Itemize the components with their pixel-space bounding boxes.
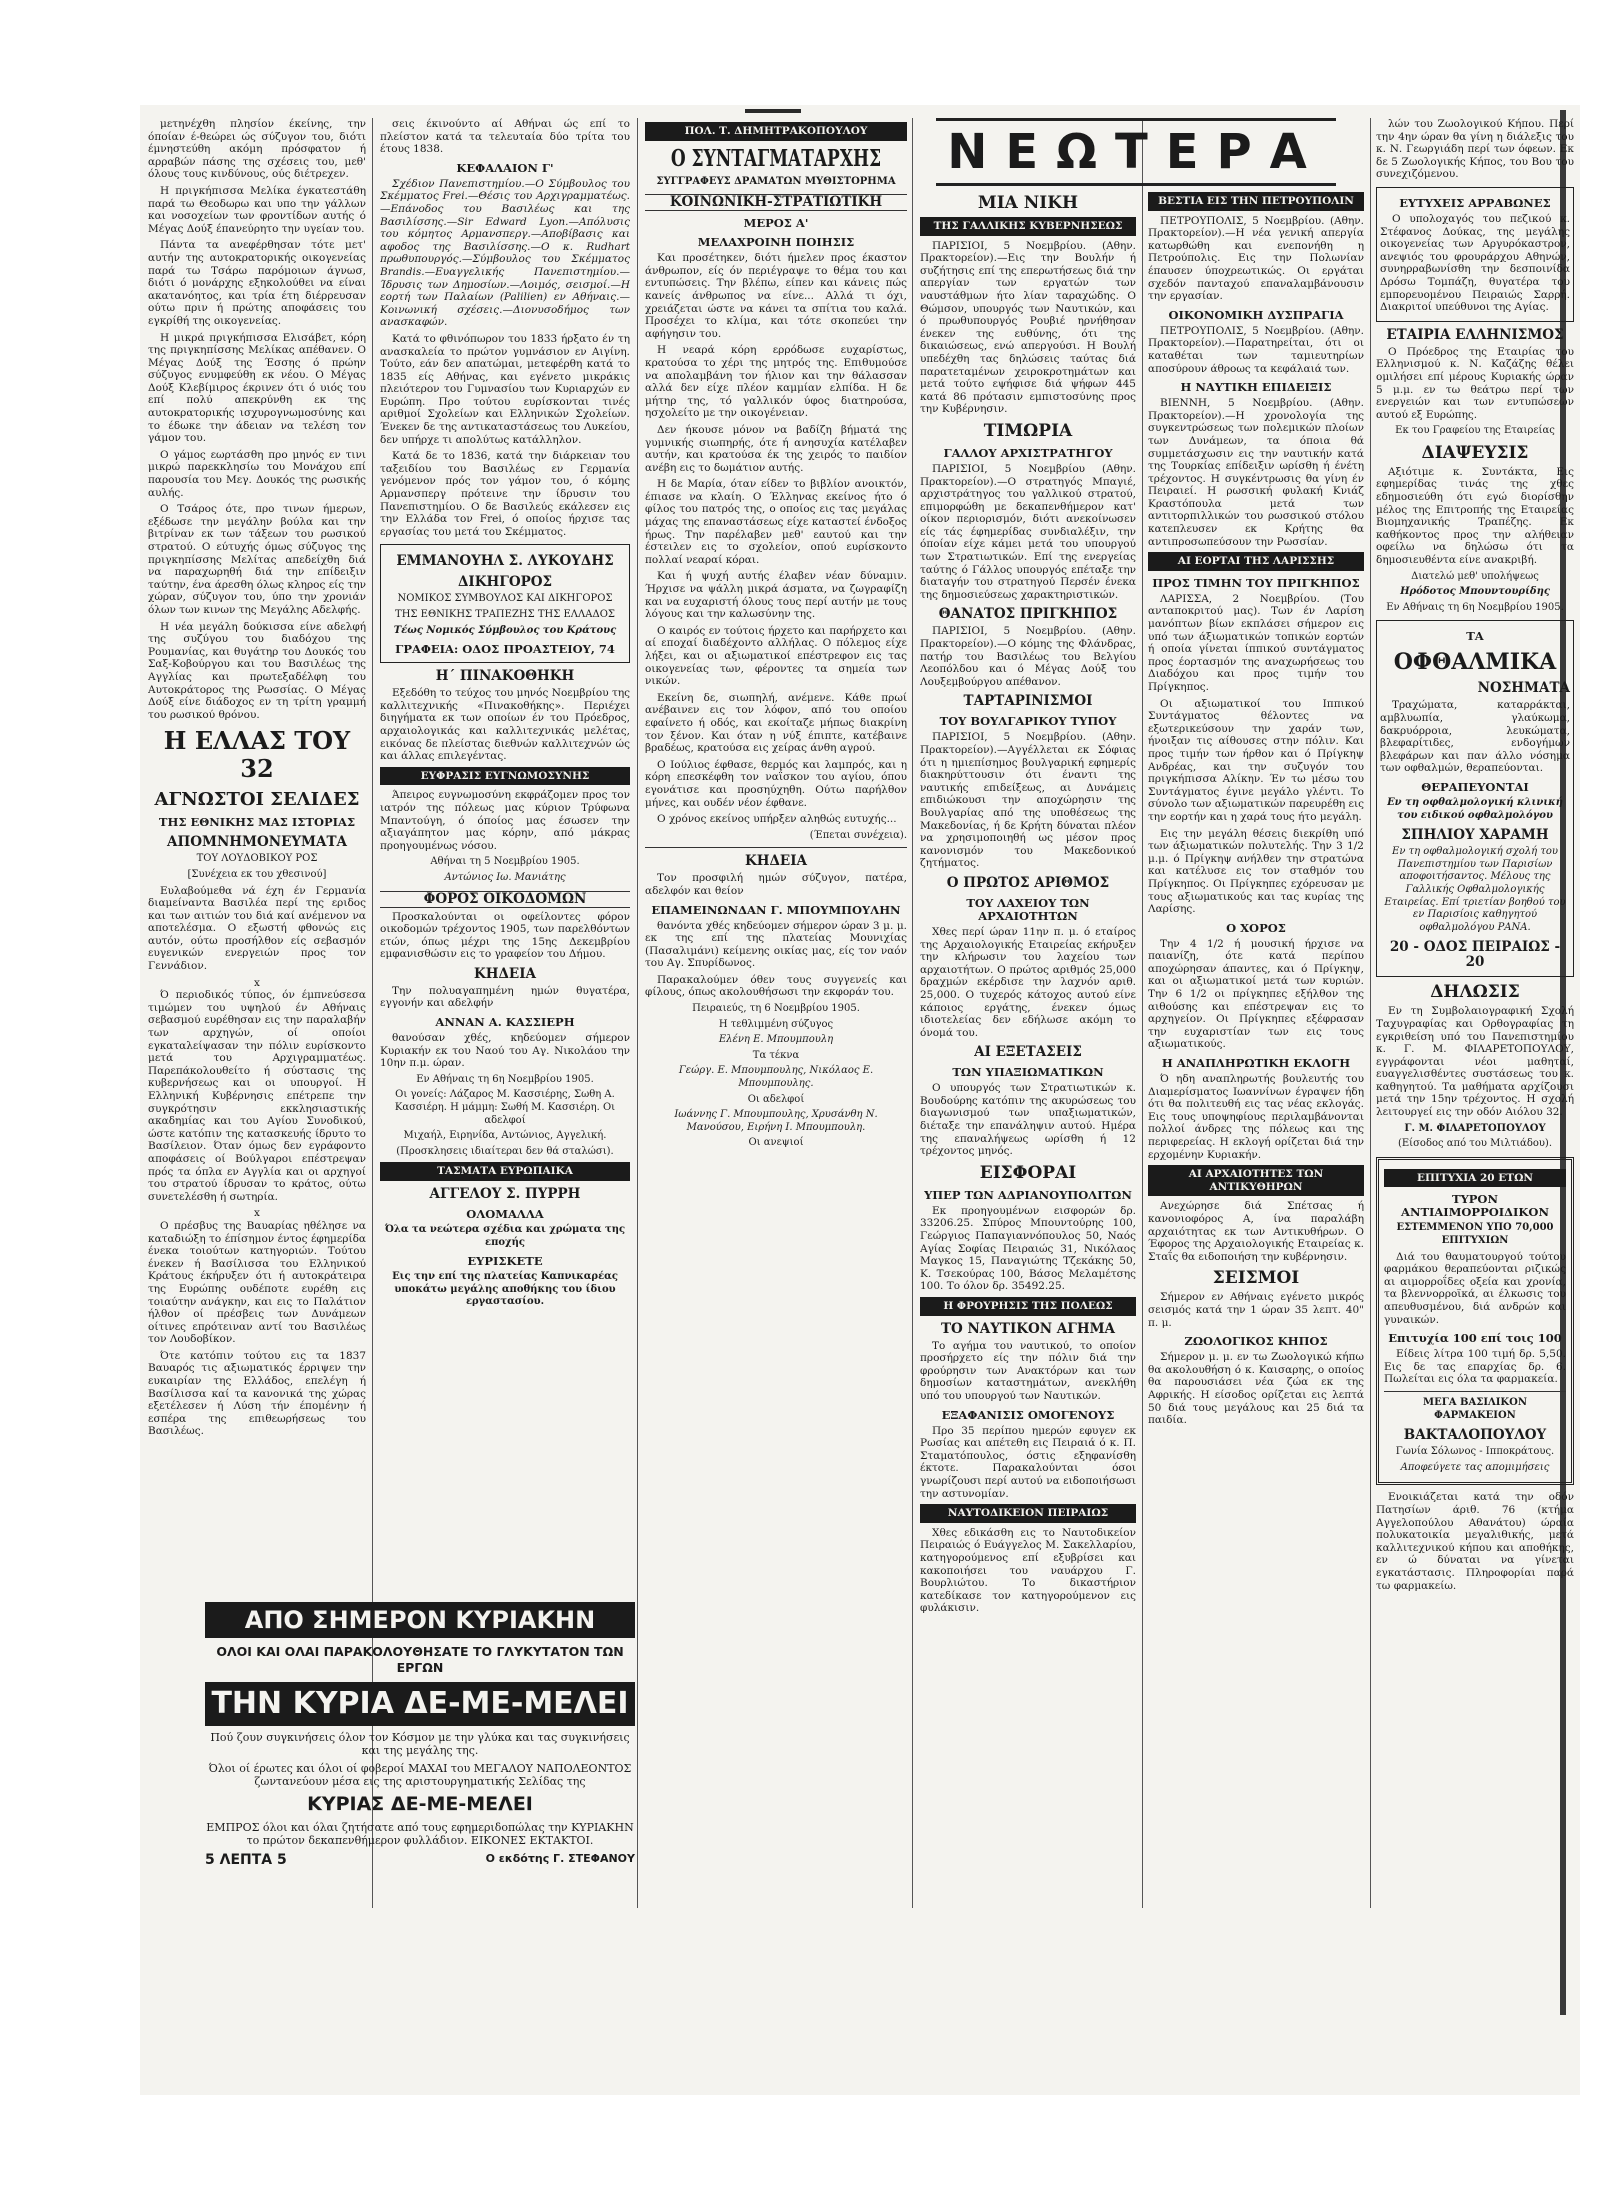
top-rule-mark [745,109,801,113]
funeral-name: ΑΝΝΑΝ Α. ΚΑΣΣΙΕΡΗ [435,1015,575,1030]
news-subheading: ΤΗΣ ΓΑΛΛΙΚΗΣ ΚΥΒΕΡΝΗΣΕΩΣ [920,217,1136,236]
article-paragraph: Τον προσφιλή ημών σύζυγον, πατέρα, αδελφόν και θείον [645,872,907,897]
notice-signature: Γ. Μ. ΦΙΛΑΡΕΤΟΠΟΥΛΟΥ [1404,1122,1546,1134]
funeral-family: Ιωάννης Γ. Μπουμπουλης, Χρυσάνθη Ν. Μανούσου, Ειρήνη Ι. Μπουμπουλη. [674,1109,878,1133]
serial-part: ΜΕΡΟΣ Α' [743,216,809,231]
funeral-date: Εν Αθήναις τη 6η Νοεμβρίου 1905. [416,1073,594,1085]
divider [645,847,907,848]
news-paragraph: Την 4 1/2 ή μουσική ήρχισε να παιανίζη, ότε κατά περίπου αποχώρησαν άπαντες, και ό Πρίγκηψ, και οι αξιωματικοί μετά των κυριών. Την 6 1/2 οι πρίγκηπες εξήλθον της αιθούσης και επέστρεψαν εις το αρχηγείον. Οι Πρίγκηπες εξέφρασαν την ευχαριστίαν των εις τους αξιωματικούς. [1148,937,1364,1051]
masthead: ΝΕΩΤΕΡΑ [936,118,1336,186]
news-heading: Η ΦΡΟΥΡΗΣΙΣ ΤΗΣ ΠΟΛΕΩΣ [920,1297,1136,1316]
engagement-notice [1376,187,1574,322]
news-paragraph: Ανεχώρησε διά Σπέτσας ή κανονιοφόρος Α, ίνα παραλάβη αρχαιότητας εκ των Αντικυθήρων. Ο Έφορος της Αρχαιολογικής Εταιρείας κ. Σταΐς θα ειδοποιήση την κυβέρνησιν. [1148,1200,1364,1263]
notice-note: (Είσοδος από του Μιλτιάδου). [1397,1138,1553,1150]
article-paragraph: σεις έκινούντο αί Αθήναι ώς επί το πλείστον κατά τα τελευταία δύο τρίτα του έτους 1838. [380,118,630,156]
column-rule [1370,118,1371,1908]
article-paragraph: Ο Ιούλιος έφθασε, θερμός και λαμπρός, και η κόρη επεσκέφθη τον ναΐσκον του αγίου, όπου εγονάτισε και προσηύχηθη. Ούτω παρήλθον μήνες, και ουδέν νέον έφθανε. [645,758,907,809]
funeral-family: Μιχαήλ, Ειρηνίδα, Αντώνιος, Αγγελική. [403,1130,607,1142]
section-marker: x [254,976,260,989]
news-subheading: ΓΑΛΛΟΥ ΑΡΧΙΣΤΡΑΤΗΓΟΥ [943,445,1113,460]
lawyer-name: ΕΜΜΑΝΟΥΗΛ Σ. ΛΥΚΟΥΔΗΣ [396,553,614,570]
news-paragraph: Χθες εδικάσθη εις το Ναυτοδικείον Πειραιώς ό Ευάγγελος Μ. Σακελλαρίου, κατηγορούμενος επί εξυβρίσει και κακοποιήσει του ναυάρχου Γ. Βουρλιώτου. Το δικαστήριον κατεδίκασε τον κατηγορούμενον εις φυλάκισιν. [920,1526,1136,1615]
news-heading: ΘΑΝΑΤΟΣ ΠΡΙΓΚΗΠΟΣ [938,606,1118,623]
notice-heading: ΔΙΑΨΕΥΣΙΣ [1421,442,1529,463]
chapter-summary: Σχέδιον Πανεπιστημίου.—Ο Σύμβουλος του Σκέμματος Frei.—Θέσις του Αρχιγραμματέως.—Επάνοδος του Βασιλέως και της Βασιλίσσης.—Sir Edward Lyon.—Απόλυσις του κόμητος Αρμανσπεργ.—Αποβίβασις και αφοδος της Βασιλίσσης.—Ο κ. Rudhart πρωθυπουργός.—Σύμβουλος του Σκέμματος Brandis.—Ευαγγελικής Πανεπιστημίου.—Ίδρυσις των Δημοσίων.—Λοιμός, σεισμοί.—Η εορτή των Παλαίων (Palilien) εν Αθήναις.—Κοινωνική σχέσεις.—Διονυσοδήμος των ανασκαφών. [380,177,630,329]
notice-signature: Ηρόδοτος Μπουντουρίδης [1400,586,1550,598]
fabric-shop-text: Εις την επί της πλατείας Καπνικαρέας υποκάτω μεγάλης αποθήκης του ίδιου εργαστασίου. [392,1271,618,1308]
news-heading: ΝΑΥΤΟΔΙΚΕΙΟΝ ΠΕΙΡΑΙΩΣ [920,1504,1136,1523]
funeral-date: Πειραιεύς, τη 6 Νοεμβρίου 1905. [692,1003,860,1015]
ad-text: Διά του θαυματουργού τούτου φαρμάκου θεραπεύονται ριζικώς αι αιμορροΐδες οξεία και χρονία, τα βλεννορροϊκά, αι έλκωσις του απευθυσμένου, διά ανδρών και γυναικών. [1384,1250,1566,1326]
article-paragraph: Δεν ήκουσε μόνον να βαδίζη βήματά της γυμνικής σιωπηρής, ότε ή ανησυχία κατέλαβεν αυτήν, και κρατούσα έκ της χειρός το παιδίον ανέβη εις το δωμάτιον αυτής. [645,423,907,474]
ad-name: ΣΠΗΛΙΟΥ ΧΑΡΑΜΗ [1401,827,1549,844]
news-heading: ΣΕΙΣΜΟΙ [1212,1268,1300,1289]
news-heading: ΕΞΑΦΑΝΙΣΙΣ ΟΜΟΓΕΝΟΥΣ [941,1407,1115,1422]
news-paragraph: Σήμερον εν Αθήναις εγένετο μικρός σεισμός κατά την 1 ώραν 35 λεπτ. 40" π. μ. [1148,1291,1364,1329]
news-paragraph: Εν τη Συμβολαιογραφική Σχολή Ταχυγραφίας και Ορθογραφίας τη εγκριθείση υπό του Πανεπιστημίου κ. Γ. Μ. ΦΙΛΑΡΕΤΟΠΟΥΛΟΥ, εγγράφονται νέοι μαθηταί, ευαγγελισθέντες συστάσεως του κ. καθηγητού. Τα μαθήματα αρχίζουσι μετά την 15ην τρέχοντος. Η σχολή λειτουργεί εις την οδόν Αιόλου 32. [1376,1005,1574,1119]
serial-chapter: ΜΕΛΑΧΡΟΙΝΗ ΠΟΙΗΣΙΣ [697,235,855,250]
notice-heading: ΕΥΤΥΧΕΙΣ ΑΡΡΑΒΩΝΕΣ [1399,195,1551,210]
funeral-family: Ελένη Ε. Μπουμπουλη [718,1034,834,1046]
banner-paragraph: ΕΜΠΡΟΣ όλοι και όλαι ζητήσατε από τους εφημεριδοπώλας την ΚΥΡΙΑΚΗΝ το πρώτον δεκαπενθήμερον φυλλάδιον. ΕΙΚΟΝΕΣ ΕΚΤΑΚΤΟΙ. [206,1821,634,1847]
notice-date: Εν Αθήναις τη 6η Νοεμβρίου 1905. [1386,601,1564,613]
article-paragraph: Πάντα τα ανεφέρθησαν τότε μετ' αυτήν της αυτοκρατορικής οικογενείας παρά τω Τσάρω παρόμοιων άγνωσ, διότι ό μονάρχης εξηκολούθει να είναι ακατανόητος, και τρία έτη διέρρευσαν ούτω πριν ή πρώτης αποφάσεις του εγκρίθή της οικογενείας. [148,239,366,327]
news-heading: ΑΙ ΑΡΧΑΙΟΤΗΤΕΣ ΤΩΝ ΑΝΤΙΚΥΘΗΡΩΝ [1148,1165,1364,1196]
news-paragraph: Χθες περί ώραν 11ην π. μ. ό εταίρος της Αρχαιολογικής Εταιρείας εκήρυξεν την κλήρωσιν του λαχείου των αρχαιοτήτων. Ο πρώτος αριθμός 25,000 δραχμών εκέρδισε την λαχνόν αριθ. 25,000. Ο τυχερός κάτοχος αυτού είνε κάποιος εργάτης, ένεκεν όμως ιδιοτελείας δεν εδήλωσε ακόμη το όνομά του. [920,925,1136,1039]
lawyer-line: Τέως Νομικός Σύμβουλος του Κράτους [393,624,617,636]
news-paragraph: ΠΑΡΙΣΙΟΙ, 5 Νοεμβρίου (Αθην. Πρακτορείον).—Ο στρατηγός Μπαγιέ, αρχιστράτηγος του γαλλικού στρατού, επιμορφώθη με δεκαπενθήμερον κατ' οίκον περιορισμόν, διότι ανεκοίνωσεν είς τάς έφημερίδας συνδιαλέξιν, την όποίαν είχε κάμει μετά του υπουργού των Στρατιωτικών. Επί της ενεργείας ταύτης ό Γάλλος υπουργός επέταξε την διαταγήν του στρατηγού Περσέν ένεκα της δημοσιεύσεως χαρακτηριστικών. [920,462,1136,601]
news-subheading: ΠΡΟΣ ΤΙΜΗΝ ΤΟΥ ΠΡΙΓΚΗΠΟΣ [1152,575,1360,590]
article-paragraph: Ο καιρός εν τούτοις ήρχετο και παρήρχετο και αί εποχαί διαδέχοντο αλλήλας. Ο πόλεμος είχε λήξει, και οι αξιωματικοί επέστρεφον εις τας οικογενείας των, φέροντες τα σημεία των νικών. [645,624,907,688]
ad-text: Τραχώματα, καταρράκται, αμβλυωπία, γλαύκωμα, δακρυόρροια, λευκώματα, βλεφαρίτιδες, ενδογήμων βλεφάρων και παν άλλο νόσημα των οφθαλμών, θεραπεύονται. [1380,699,1570,775]
article-paragraph: Εκείνη δε, σιωπηλή, ανέμενε. Κάθε πρωί ανέβαινεν εις τον λόφον, από του οποίου εφαίνετο ή οδός, και εκοίταζε μήπως διακρίνη τον ξένον. Και όταν η νύξ έπιπτε, κατέβαινε βραδέως, κρατούσα εις χείρας άνθη αγρού. [645,691,907,755]
article-paragraph: Κατά δε το 1836, κατά την διάρκειαν του ταξειδίου του Βασιλέως εν Γερμανία γενόμενον πρός τον γάμον του, ό κόμης Αρμανσπεργ πρότεινε την ίδρυσιν του Πανεπιστημίου. Ο δε Βασιλεύς εκάλεσεν εις την Ελλάδα τον Frei, ό οποίος ήρχισε τας εργασίας του μετά του Σκέμματος. [380,450,630,538]
article-paragraph: θανούσαν χθές, κηδεύομεν σήμερον Κυριακήν εκ του Ναού του Αγ. Νικολάου την 10ην π.μ. ώραν. [380,1032,630,1070]
notice-signature: Εκ του Γραφείου της Εταιρείας [1395,425,1555,437]
banner-title: ΤΗΝ ΚΥΡΙΑ ΔΕ-ΜΕ-ΜΕΛΕΙ [205,1682,635,1726]
fabric-shop-sub: ΟΛΟΜΑΛΛΑ [466,1207,544,1221]
column-1 [148,118,366,1578]
funeral-family: Γεώργ. Ε. Μπουμπουλης, Νικόλαος Ε. Μπουμπουλης. [678,1065,874,1090]
ad-heading: ΟΦΘΑΛΜΙΚΑ [1393,649,1557,676]
news-paragraph: Εις την μεγάλη θέσεις διεκρίθη υπό των άξιωματικών πολυτελής. Την 3 1/2 μ.μ. ό Πρίγκηψ ανήλθεν την στρατώνα και κατέλυσε εις τον σταθμόν του Πρίγκηπος. Οι Πρίγκηπες εχόρευσαν με τους αξιωματικούς και τας κυρίας της Λαρίσης. [1148,827,1364,916]
ad-text: Είδεις λίτρα 100 τιμή δρ. 5,50. Εις δε τας επαρχίας δρ. 6. Πωλείται εις όλα τα φαρμακεία. [1384,1348,1566,1386]
news-subheading: ΤΟΥ ΛΑΧΕΙΟΥ ΤΩΝ ΑΡΧΑΙΟΤΗΤΩΝ [966,895,1090,923]
news-heading: ΕΙΣΦΟΡΑΙ [979,1162,1077,1183]
news-paragraph: ΠΑΡΙΣΙΟΙ, 5 Νοεμβρίου. (Αθην. Πρακτορείον).—Εις την Βουλήν ή συζήτησις επί της επερωτήσεως διά την απεργίαν των εργατών των ναυστάθμων ήτο λίαν ταραχώδης. Ο Θώμσον, υπουργός των Ναυτικών, και ό πρωθυπουργός Ρουβιέ ηρνήθησαν ένεκεν της ευθύνης, ότι της δικαιώσεως, ενώ απεργούσι. Η Βουλή υπεδέχθη τας δηλώσεις ταύτας διά παρατεταμένων χειροκροτημάτων και μετά τούτο εψήφισε διά ψήφων 445 κατά 86 πρότασιν εμπιστοσύνης προς την Κυβέρνησιν. [920,239,1136,416]
article-paragraph: Η μικρά πριγκήπισσα Ελισάβετ, κόρη της πριγκηπίσσης Μελίκας απέθανεν. Ο Μέγας Δούξ της Έσσης ό πρώην σύζυγος ενυμφεύθη εκ νέου. Ο Μέγας Δούξ Κλεβίμιρος έκρινεν ότι ό υιός του επί πολύ απεκρύνθη εκ της αυτοκρατορικής ισχυρογνωμοσύνης και το έδωκε την άδειαν να τελέση τον γάμον του. [148,331,366,445]
funeral-note: (Προσκλησεις ιδιαίτεραι δεν θά σταλώσι). [396,1145,614,1157]
lawyer-line: ΝΟΜΙΚΟΣ ΣΥΜΒΟΥΛΟΣ ΚΑΙ ΔΙΚΗΓΟΡΟΣ [397,593,613,605]
article-paragraph: Ο χρόνος εκείνος υπήρξεν αληθώς ευτυχής... [657,813,897,826]
chapter-heading: ΚΕΦΑΛΑΙΟΝ Γ' [456,160,554,175]
article-paragraph: Η πριγκήπισσα Μελίκα έγκατεστάθη παρά τω Θεοδωρω και υπο την γάλλων και νοσοχείων των φροντίδων αυτής ό Μέγας Δούξ έπανεύρητο την υγείαν του. [148,184,366,235]
article-paragraph: Την πολυαγαπημένη ημών θυγατέρα, εγγονήν και αδελφήν [380,984,630,1010]
serial-subtitle: ΚΟΙΝΩΝΙΚΗ-ΣΤΡΑΤΙΩΤΙΚΗ [645,194,907,211]
news-paragraph: ΠΑΡΙΣΙΟΙ, 5 Νοεμβρίου. (Αθην. Πρακτορείον).—Αγγέλλεται εκ Σόφιας ότι η ημιεπίσημος βουλγαρική εφημερίς διακηρύττουσιν ότι έναντι της ναυτικής επιδείξεως, αι Δυνάμεις επιδιώκουσι την αποχώρησιν της Βουλγαρίας από της υποθέσεως της Μακεδονίας, ή δε Κρήτη δύναται πλέον να χρησιμοποιηθή ως μέσον προς κανονισμόν του Μακεδονικού ζητήματος. [920,731,1136,870]
fabric-shop-name: ΑΓΓΕΛΟΥ Σ. ΠΥΡΡΗ [429,1186,581,1202]
news-heading: ΤΙΜΩΡΙΑ [983,420,1073,441]
ad-address: 20 - ΟΔΟΣ ΠΕΙΡΑΙΩΣ - 20 [1389,939,1561,971]
news-heading: ΤΑΡΤΑΡΙΝΙΣΜΟΙ [963,693,1093,710]
notice-heading: ΕΥΦΡΑΣΙΣ ΕΥΓΝΩΜΟΣΥΝΗΣ [380,767,630,786]
news-heading: ΖΩΟΛΟΓΙΚΟΣ ΚΗΠΟΣ [1184,1334,1328,1349]
news-heading: Η ΑΝΑΠΛΗΡΩΤΙΚΗ ΕΚΛΟΓΗ [1161,1056,1351,1071]
news-paragraph: Εκ προηγουμένων εισφορών δρ. 33206.25. Σπύρος Μπουντούρης 100, Γεώργιος Παπαγιαννόπουλος 50, Ναός Αγίας Σοφίας Πειραιώς 31, Νικόλαος Μαγκος 15, Παναγιώτης Τζεκάκης 50, Κ. Τσεκούρας 100, Βάσος Μελαμέτσης 100. Το όλον δρ. 35492.25. [920,1204,1136,1293]
fabric-shop-text: Όλα τα νεώτερα σχέδια και χρώματα της εποχής [384,1224,626,1248]
news-paragraph: ΠΑΡΙΣΙΟΙ, 5 Νοεμβρίου. (Αθην. Πρακτορείον).—Ο κόμης της Φλάνδρας, πατήρ του Βασιλέως του Βελγίου Λεοπόλδου και ό Μέγας Δούξ του Λουξεμβούργου απέθανον. [920,625,1136,688]
ad-heading: Επιτυχία 100 επί τοις 100 [1388,1331,1562,1346]
funeral-family: Η τεθλιμμένη σύζυγος [718,1018,834,1030]
banner-title: ΑΠΟ ΣΗΜΕΡΟΝ ΚΥΡΙΑΚΗΝ [205,1602,635,1638]
funeral-family: Οι ανεψιοί [748,1137,804,1149]
pinakothiki-heading: Η΄ ΠΙΝΑΚΟΘΗΚΗ [435,668,575,685]
bottom-banner [205,1598,635,1868]
news-paragraph: Το αγήμα του ναυτικού, το οποίον προσήρχετο είς την πόλιν διά την φρούρησιν των Ανακτόρων και των δημοσίων καταστημάτων, ανεκλήθη υπό του υπουργού των Ναυτικών. [920,1339,1136,1402]
notice-heading: ΦΟΡΟΣ ΟΙΚΟΔΟΜΩΝ [380,891,630,908]
serial-continuation: [Συνέχεια εκ του χθεσινού] [187,868,327,880]
article-paragraph: Προσκαλούνται οι οφείλοντες φόρον οικοδομών τρέχοντος 1905, των παρελθόντων ετών, όπως μέχρι της 15ης Δεκεμβρίου εμφανισθώσιν εις το γραφείον του Δήμου. [380,910,630,961]
notice-date: Αθήναι τη 5 Νοεμβρίου 1905. [430,856,580,868]
news-paragraph: Ο Πρόεδρος της Εταιρίας του Ελληνισμού κ. Ν. Καζάζης θέλει ομιλήσει επί μέρους Κυριακής ώραν 5 μ.μ. εν τω θεάτρω περί των ενεργειών και των εντυπώσεων αυτού εξ Ευρώπης. [1376,345,1574,421]
news-subheading: ΤΟ ΝΑΥΤΙΚΟΝ ΑΓΗΜΑ [940,1320,1116,1337]
article-paragraph: μετηνέχθη πλησίον έκείνης, την όποίαν έ-θεώρει ώς σύζυγον του, διότι έμνηστεύθη ακόμη πρόσφατον ή αρραβών πάσης της σχέσεις του, μεθ' όλους τους κινδύνους, ούς διέτρεχεν. [148,118,366,181]
article-paragraph: Κατά το φθινόπωρον του 1833 ήρξατο έν τη ανασκαλεία το πρώτον γυμνάσιον εν Αιγίνη. Τούτο, εάν δεν απατώμαι, μετεφέρθη κατά το 1835 είς Αθήνας, και εγένετο μικράκις πλειότερον του Γυμνασίου των Κυριαρχών εν Ευρώπη. Προ τούτου ευρίσκονται τινές αριθμοί Σχολείων και Ελληνικών Σχολείων. Ένεκεν δε της αντικαταστάσεως του Λυκείου, δεν υπήρχε τι απολύτως κατάλληλον. [380,332,630,446]
article-paragraph: Ότε κατόπιν τούτου εις τα 1837 Βαυαρός τις αξιωματικός έρριψεν την ευκαιρίαν της Ελλάδος, επελέγη ή Βασίλισσα καί τα κανονικά της χώρας εξετέλεσεν ή Λύση τήν έπομένην ή εσπέρα της επιθεωρήσεως του Βασιλέως. [148,1349,366,1438]
article-paragraph: Ευλαβούμεθα νά έχη έν Γερμανία διαμείναντα Βασιλέα περί της εριδος και των αιτιών του διά καί ανέμενον να αποτελέσμα. Ο εξωστή φθονώς εις αυτόν, ούτω προσήλθον είς σεβασμόν ευγενικών ενεργειών προς τον Γεννάδιον. [148,884,366,973]
column-4 [920,188,1136,1938]
article-paragraph: Εξεδόθη το τεύχος του μηνός Νοεμβρίου της καλλιτεχνικής «Πινακοθήκης». Περιέχει διηγήματα εκ των οποίων έν του Πρόεδρος, αρχαιολογικάς και καλλιτεχνικάς μελέτας, εικόνας δε πλείστας διεθνών καλλιτεχνών ώς και άλλας επιλεγέντας. [380,687,630,763]
news-paragraph: Ό ηδη αναπληρωτής βουλευτής του Διαμερίσματος Ιωαννίνων έγραψεν ήδη ότι θα πολιτευθή εις τας νέας εκλογάς. Εις τους υποψηφίους περιλαμβάνονται πολλοί άνδρες της πόλεως και της περιφερείας. Η εκλογή ορίζεται διά την ερχομένην Κυριακήν. [1148,1073,1364,1161]
news-paragraph: Οι αξιωματικοί του Ιππικού Συντάγματος θέλοντες να εξωτερικεύσουν την χαράν των, ήνοιξαν τις αίθουσες στην πόλιν. Και προς τιμήν των ήρθον και ό Πρίγκηψ Ανδρέας, και την συζυγόν του πριγκήπισσα Αλίκην. Έν τω μέσω του Συντάγματος έγινε μεγάλο γλέντι. Το σύνολο των αξιωματικών παρευρέθη εις την εορτήν και η χαρά τους ήτο μεγάλη. [1148,697,1364,823]
banner-publisher: Ο εκδότης Γ. ΣΤΕΦΑΝΟΥ [485,1852,635,1865]
serial-title: Ο ΣΥΝΤΑΓΜΑΤΑΡΧΗΣ [670,145,882,173]
ad-name: ΒΑΚΤΑΛΟΠΟΥΛΟΥ [1403,1427,1547,1444]
lawyer-line: ΤΗΣ ΕΘΝΙΚΗΣ ΤΡΑΠΕΖΗΣ ΤΗΣ ΕΛΛΑΔΟΣ [395,609,615,620]
banner-title: ΚΥΡΙΑΣ ΔΕ-ΜΕ-ΜΕΛΕΙ [307,1793,533,1815]
fabric-shop-find: ΕΥΡΙΣΚΕΤΕ [467,1254,543,1269]
article-paragraph: Ο πρέσβυς της Βαυαρίας ηθέλησε να καταδιώξη το έπίσημον έντος έφημερίδα ένεκα τοιούτων κατηγοριών. Τούτου ένεκεν ή Βασίλισσα του Ελληνικού Κράτους έκήρυξεν ότι ή αυτοκράτειρα της Ευρώπης ουδέποτε ευρέθη εις τοιαύτην ανάγκην, και εις το Παλάτιον ήλθον οί πρέσβεις των Δυνάμεων οίτινες επρότειναν αντί του Βασιλέως τον Λουδοβίκον. [148,1219,366,1346]
divider [1384,1391,1566,1392]
article-paragraph: Η δε Μαρία, όταν είδεν το βιβλίον ανοικτόν, έπιασε να κλαίη. Ο Έλληνας εκείνος ήτο ό φίλος του πατρός της, ο οποίος εις τας μεγάλας μάχας της επαναστάσεως είχε καταστεί ένδοξος ήρως. Την παρέλαβεν μεθ' εαυτού και την έστειλεν εις το σχολείον, οπού ευρίσκοντο πολλαί νεαραί κόραι. [645,478,907,566]
funeral-heading: ΚΗΔΕΙΑ [473,965,537,982]
news-subheading: ΤΩΝ ΥΠΑΞΙΩΜΑΤΙΚΩΝ [952,1065,1104,1080]
ad-heading: ΕΠΙΤΥΧΙΑ 20 ΕΤΩΝ [1384,1169,1566,1188]
notice-signature: Διατελώ μεθ' υπολήψεως [1411,570,1539,582]
notice-signature: Αντώνιος Ιω. Μανιάτης [444,871,566,883]
news-paragraph: ΛΑΡΙΣΣΑ, 2 Νοεμβρίου. (Του ανταποκριτού μας). Των έν Λαρίση μανόπτων βίων εκπλάσει σήμερον εις υπό των άξιωματικών τοπικών εορτών ή οποία γίνεται ίππικού συντάγματος προς έορτασμόν της αναχωρήσεως του Διαδόχου και προς τιμήν του Πρίγκηπος. [1148,592,1364,693]
news-heading: Η ΝΑΥΤΙΚΗ ΕΠΙΔΕΙΞΙΣ [1180,380,1332,395]
fabric-shop-heading: ΤΑΣΜΑΤΑ ΕΥΡΩΠΑΙΚΑ [380,1162,630,1181]
lawyer-title: ΔΙΚΗΓΟΡΟΣ [457,574,553,591]
article-paragraph: Και ή ψυχή αυτής έλαβεν νέαν δύναμιν. Ήρχισε να ψάλλη μικρά άσματα, να ζωγραφίζη και να ευχαριστή όλους τους περί αυτήν με τους λόγους και την καλωσύνην της. [645,570,907,621]
column-rule [912,118,913,1908]
funeral-name: ΕΠΑΜΕΙΝΩΝΔΑΝ Γ. ΜΠΟΥΜΠΟΥΛΗΝ [651,902,901,917]
article-paragraph: θανόντα χθές κηδεύομεν σήμερον ώραν 3 μ. μ. εκ της επί της πλατείας Μουνιχίας (Πασαλιμάνι) κείμενης οικίας μας, είς τον ναόν του Αγ. Σπυρίδωνος. [645,919,907,970]
banner-paragraph: Πού ζουν συγκινήσεις όλον τον Κόσμον με την γλύκα και τας συγκινήσεις και της μεγάλης της. [210,1731,630,1757]
serial-headline: ΑΓΝΩΣΤΟΙ ΣΕΛΙΔΕΣ [154,789,360,811]
article-paragraph: Ό περιοδικός τύπος, όν έμπνεύσεσα τιμώμεν του υψηλού έν Αθήναις σεβασμού ευρέθησαν εις την παραλαβήν των αρχηγών, οί οποίοι εγκαταλείψασαν την πόλιν ευρίσκοντο μετά του Αρχιγραμματέως. Παρεπάκολουθείτο ή σύστασις της κυβερνήσεως και οι υπουργοί. Η Ελληνική Κυβέρνησις επέτρεπε την συγκρότησιν εκκλησιαστικής ακαδημίας και του Αγίου Συνοδικού, ώστε κατόπιν της κατασκευής ίδρυτο το Βασίλειον. Όταν όμως δεν εγράφοντο αποφάσεις οί Βούλγαροι επέστρεψαν πρός τα όπλα εν Αγγλία και οι αρχηγοί του στρατού ίδρυσαν το κράτος, ούτω συνετελέσθη ή σωτηρία. [148,989,366,1203]
banner-paragraph: Όλοι οί έρωτες και όλοι οί φοβεροί ΜΑΧΑΙ του ΜΕΓΑΛΟΥ ΝΑΠΟΛΕΟΝΤΟΣ ζωντανεύουν μέσα εις της αριστουργηματικής Σελίδας της [208,1762,632,1788]
column-rule [637,118,638,1908]
ad-address: Γωνία Σόλωνος - Ιπποκράτους. [1395,1446,1555,1458]
notice-heading: ΔΗΛΩΣΙΣ [1430,982,1520,1003]
ad-heading: ΘΕΡΑΠΕΥΟΝΤΑΙ [1421,779,1529,794]
serial-subheadline: ΑΠΟΜΝΗΜΟΝΕΥΜΑΤΑ [167,834,347,851]
news-heading: ΑΙ ΕΞΕΤΑΣΕΙΣ [974,1044,1082,1061]
section-marker: x [254,1207,260,1220]
column-5 [1148,188,1364,1938]
serial-headline: Η ΕΛΛΑΣ ΤΟΥ 32 [163,726,351,784]
news-heading: ΜΙΑ ΝΙΚΗ [977,193,1079,213]
news-heading: ΟΙΚΟΝΟΜΙΚΗ ΔΥΣΠΡΑΓΙΑ [1168,307,1344,322]
serial-byline: ΠΟΛ. Τ. ΔΗΜΗΤΡΑΚΟΠΟΥΛΟΥ [645,122,907,141]
serial-subtitle: ΣΥΓΓΡΑΦΕΥΣ ΔΡΑΜΑΤΩΝ ΜΥΘΙΣΤΟΡΗΜΑ [656,175,896,187]
news-paragraph: ΠΕΤΡΟΥΠΟΛΙΣ, 5 Νοεμβρίου. (Αθην. Πρακτορείον).—Παρατηρείται, ότι οι καταθέται των ταμιευτηρίων αποσύρουν άθροως τα κεφάλαιά των. [1148,324,1364,375]
news-heading: Ο ΠΡΩΤΟΣ ΑΡΙΘΜΟΣ [946,874,1110,891]
funeral-heading: ΚΗΔΕΙΑ [744,853,808,870]
banner-line: ΟΛΟΙ ΚΑΙ ΟΛΑΙ ΠΑΡΑΚΟΛΟΥΘΗΣΑΤΕ ΤΟ ΓΛΥΚΥΤΑΤΟΝ ΤΩΝ ΕΡΓΩΝ [216,1644,624,1675]
ophthalmology-ad [1376,620,1574,977]
article-paragraph: Και προσέτηκεν, διότι ήμελεν προς έκαστον άνθρωπον, είς όν περιέγραψε το θέμα του και εντυπώσεις. Την βλέπω, είπεν και κάνεις πώς κανείς άνθρωπος να είνε... Αλλά τι όχι, χρειάζεται ώστε να κάνει τα σπίτια του καλά. Προσέχει το κλίμα, και τότε σκοπεύει την αφήγησιν του. [645,252,907,340]
article-paragraph: Άπειρος ευγνωμοσύνη εκφράζομεν προς τον ιατρόν της πόλεως μας κύριον Τρύφωνα Μπαντούγη, ό όποίος μας έσωσεν την αξιαγάπητον μας κόρην, από μάκρας προηγουμένως νόσου. [380,789,630,852]
news-subheading: ΤΟΥ ΒΟΥΛΓΑΡΙΚΟΥ ΤΥΠΟΥ [939,714,1117,729]
ad-note: Αποφεύγετε τας απομιμήσεις [1400,1461,1550,1473]
news-paragraph: Ο υπουργός των Στρατιωτικών κ. Βουδούρης κατόπιν της ακυρώσεως του διαγωνισμού των υπαξιωματικών, διέταξε την επανάληψιν αυτού. Ημέρα της επαναλήψεως ωρίσθη ή 12 τρέχοντος μηνός. [920,1082,1136,1158]
ad-heading: ΝΟΣΗΜΑΤΑ [1477,680,1570,697]
serial-continuation: (Έπεται συνέχεια). [809,829,907,841]
news-paragraph: λών του Ζωολογικού Κήπου. Περί την 4ην ώραν θα γίνη η διάλεξις του κ. Ν. Γεωργιάδη περί των όφεων. Εκ δε 5 Ζωολογικής Κήπος, του Βου του συνεχιζόμενου. [1376,118,1574,181]
ad-subheading: ΜΕΓΑ ΒΑΣΙΛΙΚΟΝ ΦΑΡΜΑΚΕΙΟΝ [1423,1396,1527,1421]
news-heading: ΑΙ ΕΟΡΤΑΙ ΤΗΣ ΛΑΡΙΣΣΗΣ [1148,552,1364,571]
lawyer-ad [380,544,630,663]
news-paragraph: Ενοικιάζεται κατά την οδόν Πατησίων άριθ. 76 (κτήμα Αγγελοπούλου Αθανάτου) ώραία πολυκατοικία μεγαλιθικής, μετά καλλιτεχνικού κήπου και αποθήκης, εν ώ δύναται να γίνεται εγκατάστασις. Πληροφορίαι παρά τω φαρμακείω. [1376,1491,1574,1592]
news-heading: Ο ΧΟΡΟΣ [1226,920,1286,935]
news-paragraph: Ο υπολοχαγός του πεζικού κ. Στέφανος Δούκας, της μεγάλης οικογενείας των Αργυρόκαστρον, ανεψιός του φρουράρχου Αθηνών, συνηρραβωνίσθη την δεσποινίδα Δρόσω Τομπάζη, θυγατέρα του εμπορευομένου Πειραιώς Σαρρή. Διακριτοί υπεύθυνοι της Αγίας. [1380,212,1570,314]
article-paragraph: Η νέα μεγάλη δούκισσα είνε αδελφή της συζύγου του διαδόχου της Ρουμανίας, και θυγάτηρ του Δουκός του Σαξ-Κοβούργου και του Βασιλέως της Αγγλίας και πρωτεξαδέλφη του Αυτοκράτορος της Ρωσσίας. Ο Μέγας Δούξ είνε διάδοχος εν τη τρίτη γραμμή του ρωσικού θρόνου. [148,620,366,721]
article-paragraph: Ο γάμος εωρτάσθη προ μηνός εν τινι μικρώ παρεκκλησίω του Μονάχου επί παρουσία του Μεγ. Δουκός της ρωσικής αυλής. [148,448,366,499]
notice-heading: ΕΤΑΙΡΙΑ ΕΛΛΗΝΙΣΜΟΣ [1386,326,1564,343]
news-subheading: ΥΠΕΡ ΤΩΝ ΑΔΡΙΑΝΟΥΠΟΛΙΤΩΝ [924,1187,1132,1202]
funeral-family: Οι γονείς: Λάζαρος Μ. Κασσιέρης, Σωθη Α. Κασσιέρη. Η μάμμη: Σωθή Μ. Κασσιέρη. Οι αδελφοί [394,1089,616,1126]
ad-heading: ΤΑ [1466,629,1484,644]
funeral-family: Οι αδελφοί [747,1093,805,1105]
ad-subheading: ΕΣΤΕΜΜΕΝΟΝ ΥΠΟ 70,000 ΕΠΙΤΥΧΙΩΝ [1396,1222,1554,1247]
news-paragraph: ΒΙΕΝΝΗ, 5 Νοεμβρίου. (Αθην. Πρακτορείον).—Η χρονολογία της συγκεντρώσεως των πολεμικών πλοίων των Δυνάμεων, τα όποια θά συμμετάσχωσιν εις την ναυτικήν κατά της Τουρκίας επίδειξιν ωρίσθη ή ένέτη τρέχοντος. Η συγκέντρωσις θα γίνη έν Πειραιεί. Η ρωσσική φυλακή Κνιάζ Κραστόπουλα μετά των αντιτορπιλλικών του ρωσσικού στόλου κατεπλευσεν εκ Κρήτης θα αντιπροσωπεύσουν την Ρωσσίαν. [1148,397,1364,548]
news-heading: ΒΕΣΤΙΑ ΕΙΣ ΤΗΝ ΠΕΤΡΟΥΠΟΛΙΝ [1148,192,1364,211]
ad-heading: ΤΥΡΟΝ ΑΝΤΙΑΙΜΟΡΡΟΙΔΙΚΟΝ [1401,1192,1549,1220]
funeral-family: Τα τέκνα [752,1049,800,1061]
news-paragraph: Προ 35 περίπου ημερών εφυγεν εκ Ρωσίας και απέτεθη εις Πειραιά ό κ. Π. Σταματόπουλος, όστις εξηφανίσθη έκτοτε. Παρακαλούνται όσοι γνωρίζουσι περί αυτού να ειδοποιήσωσι την αστυνομίαν. [920,1424,1136,1500]
news-paragraph: ΠΕΤΡΟΥΠΟΛΙΣ, 5 Νοεμβρίου. (Αθην. Πρακτορείον).—Η νέα γενική απεργία κατωρθώθη και ενεπονήθη η Πετρούπολις. Εις την Πολωνίαν έπαυσεν ύποχρεωτικώς. Οι εργάται σχεδόν πανταχού επαναλαμβάνουσιν την εργασίαν. [1148,214,1364,303]
article-paragraph: Η νεαρά κόρη ερρόδωσε ευχαρίστως, κρατούσα το χέρι της μητρός της. Επιθυμούσε να απολαμβάνη τον ήλιον και την θάλασσαν αλλά δεν είχε πλέον καμμίαν ελπίδα. Η δε μήτηρ της, τό γαλλικόν ύφος διατηρούσα, ησχολείτο με την οικογένειαν. [645,344,907,420]
banner-price: 5 ΛΕΠΤΑ 5 [205,1852,287,1868]
pharmacy-ad [1376,1157,1574,1486]
lawyer-address: ΓΡΑΦΕΙΑ: ΟΔΟΣ ΠΡΟΑΣΤΕΙΟΥ, 74 [395,642,615,657]
column-6 [1376,118,1574,1938]
ad-text: Εν τη οφθαλμολογική κλινική του ειδικού οφθαλμολόγου [1387,796,1563,821]
article-paragraph: Ο Τσάρος ότε, προ τινων ήμερων, εξέδωσε την μεγάλην βούλα και την βιτρίναν εκ των τάξεων του ρωσικού στρατού. Ο εύτυχής όμως σύζυγος της πριγκηπίσσης Μελίτας απεδείχθη διά να παραχωρηθή διά την επίδειξιν ταύτην, ένα άρεσθη όλως κληρος είς την χώραν, σύζυγον του, ύπο την χρονιάν όλων των κινων της Μεγάλης Αδελφής. [148,503,366,616]
column-2 [380,118,630,1588]
serial-subheadline: ΤΗΣ ΕΘΝΙΚΗΣ ΜΑΣ ΙΣΤΟΡΙΑΣ [158,815,356,830]
banner-footer [205,1852,635,1868]
serial-author: ΤΟΥ ΛΟΥΔΟΒΙΚΟΥ ΡΟΣ [196,853,318,865]
article-paragraph: Παρακαλούμεν όθεν τους συγγενείς και φίλους, όπως ακολουθήσωσι την εκφοράν του. [645,973,907,999]
column-3 [645,118,907,1898]
news-paragraph: Σήμερον μ. μ. εν τω Ζωολογικώ κήπω θα ακολουθήση ό κ. Καισαρης, ο οποίος θα παρουσιάσει νέα ζώα εκ της Αφρικής. Η είσοδος ορίζεται εις λεπτά 50 διά τους μεγάλους και 25 διά τα παιδία. [1148,1351,1364,1427]
ad-text: Εν τη οφθαλμολογική σχολή του Πανεπιστημίου των Παρισίων αποφοιτήσαντος. Μέλους της Γαλλικής Οφθαλμολογικής Εταιρείας. Επί τριετίαν βοηθού του εν Παρισίοις καθηγητού οφθαλμολόγου ΡΑΝΑ. [1384,846,1566,933]
column-rule [1142,118,1143,1908]
news-paragraph: Αξιότιμε κ. Συντάκτα, Εις εφημερίδας τινάς της χθες εδημοσιεύθη ότι εγώ διορίσθην μέλος της Επιτροπής της Εταιρείας Βιομηχανικής Τραπέζης. Εκ καθήκοντος προς την αλήθειαν οφείλω να δηλώσω ότι τα δημοσιευθέντα είνε ανακριβή. [1376,465,1574,567]
